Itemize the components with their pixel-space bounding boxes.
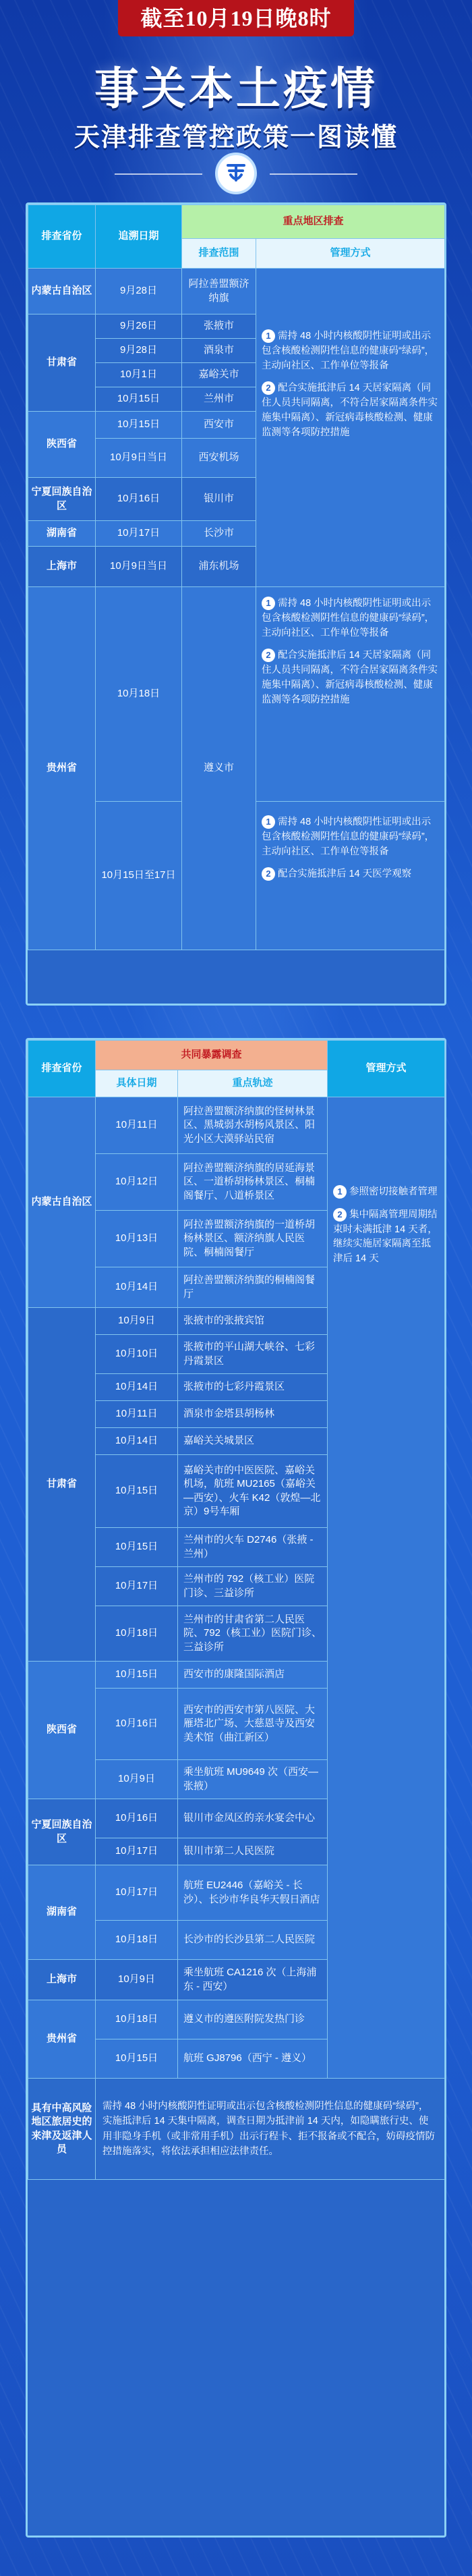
number-2-icon: 2 bbox=[333, 1208, 347, 1222]
track-cell: 乘坐航班 MU9649 次（西安—张掖） bbox=[178, 1760, 328, 1799]
number-2-icon: 2 bbox=[262, 867, 275, 881]
track-cell: 张掖市的七彩丹霞景区 bbox=[178, 1374, 328, 1401]
date-cell: 10月18日 bbox=[96, 2000, 178, 2039]
date-cell: 10月18日 bbox=[96, 587, 182, 802]
date-cell: 10月16日 bbox=[96, 1799, 178, 1838]
date-cell: 10月11日 bbox=[96, 1401, 178, 1428]
date-banner: 截至10月19日晚8时 bbox=[118, 0, 354, 36]
province-cell: 陕西省 bbox=[28, 412, 96, 478]
date-cell: 10月17日 bbox=[96, 1865, 178, 1921]
track-cell: 阿拉善盟额济纳旗的桐楠阁餐厅 bbox=[178, 1267, 328, 1308]
date-cell: 10月15日 bbox=[96, 412, 182, 439]
track-cell: 张掖市的平山湖大峡谷、七彩丹霞景区 bbox=[178, 1335, 328, 1374]
col-method: 管理方式 bbox=[256, 239, 445, 269]
date-cell: 10月15日 bbox=[96, 1662, 178, 1689]
track-cell: 嘉峪关市的中医医院、嘉峪关机场，航班 MU2165（嘉峪关—西安）、火车 K42（敦煌—北京）9号车厢 bbox=[178, 1455, 328, 1528]
scope-cell: 兰州市 bbox=[182, 387, 256, 412]
col-method: 管理方式 bbox=[328, 1041, 445, 1097]
track-cell: 兰州市的 792（核工业）医院门诊、三益诊所 bbox=[178, 1567, 328, 1606]
scope-cell: 长沙市 bbox=[182, 521, 256, 547]
date-cell: 10月9日 bbox=[96, 1960, 178, 2000]
date-cell: 10月16日 bbox=[96, 478, 182, 521]
track-cell: 兰州市的火车 D2746（张掖 - 兰州） bbox=[178, 1528, 328, 1567]
scope-cell: 浦东机场 bbox=[182, 547, 256, 587]
scope-cell: 嘉峪关市 bbox=[182, 363, 256, 387]
date-cell: 10月11日 bbox=[96, 1097, 178, 1154]
scope-cell: 遵义市 bbox=[182, 587, 256, 950]
track-cell: 西安市的康隆国际酒店 bbox=[178, 1662, 328, 1689]
track-cell: 航班 GJ8796（西宁 - 遵义） bbox=[178, 2039, 328, 2079]
track-cell: 西安市的西安市第八医院、大雁塔北广场、大慈恩寺及西安美术馆（曲江新区） bbox=[178, 1689, 328, 1760]
track-cell: 航班 EU2446（嘉峪关 - 长沙）、长沙市华良华天假日酒店 bbox=[178, 1865, 328, 1921]
date-cell: 10月17日 bbox=[96, 521, 182, 547]
province-cell: 宁夏回族自治区 bbox=[28, 1799, 96, 1865]
method-cell: 1 需持 48 小时内核酸阴性证明或出示包含核酸检测阴性信息的健康码“绿码”，主动向社区、工作单位等报备 2 配合实施抵津后 14 天居家隔离（同住人员共同隔离，不符合居家隔离条件实施集中隔离）、新冠病毒核酸检测、健康监测等各项防控措施 bbox=[256, 269, 445, 587]
page-subtitle: 天津排查管控政策一图读懂 bbox=[73, 124, 398, 152]
province-cell: 上海市 bbox=[28, 1960, 96, 2000]
date-cell: 9月28日 bbox=[96, 339, 182, 363]
province-cell: 甘肃省 bbox=[28, 1308, 96, 1662]
track-cell: 酒泉市金塔县胡杨林 bbox=[178, 1401, 328, 1428]
date-cell: 9月28日 bbox=[96, 269, 182, 314]
col-date: 具体日期 bbox=[96, 1070, 178, 1097]
date-cell: 10月9日 bbox=[96, 1760, 178, 1799]
track-cell: 阿拉善盟额济纳旗的一道桥胡杨林景区、额济纳旗人民医院、桐楠阁餐厅 bbox=[178, 1211, 328, 1267]
province-cell: 内蒙古自治区 bbox=[28, 269, 96, 314]
key-area-screening-panel bbox=[26, 202, 446, 1006]
date-cell: 10月17日 bbox=[96, 1838, 178, 1865]
number-2-icon: 2 bbox=[262, 649, 275, 662]
date-cell: 10月9日当日 bbox=[96, 439, 182, 478]
province-cell: 宁夏回族自治区 bbox=[28, 478, 96, 521]
date-cell: 10月15日 bbox=[96, 1455, 178, 1528]
col-province: 排查省份 bbox=[28, 205, 96, 269]
method-cell: 1 参照密切接触者管理 2 集中隔离管理周期结束时未满抵津 14 天者，继续实施居家隔离至抵津后 14 天 bbox=[328, 1097, 445, 2079]
col-date: 追溯日期 bbox=[96, 205, 182, 269]
province-cell: 贵州省 bbox=[28, 587, 96, 950]
province-cell: 贵州省 bbox=[28, 2000, 96, 2079]
date-cell: 10月14日 bbox=[96, 1267, 178, 1308]
date-cell: 10月14日 bbox=[96, 1374, 178, 1401]
date-cell: 10月18日 bbox=[96, 1606, 178, 1662]
track-cell: 嘉峪关关城景区 bbox=[178, 1428, 328, 1455]
track-cell: 银川市金凤区的亲水宴会中心 bbox=[178, 1799, 328, 1838]
date-cell: 10月15日 bbox=[96, 387, 182, 412]
track-cell: 张掖市的张掖宾馆 bbox=[178, 1308, 328, 1335]
date-cell: 10月18日 bbox=[96, 1921, 178, 1960]
track-cell: 阿拉善盟额济纳旗的怪树林景区、黑城弱水胡杨风景区、阳光小区大漠驿站民宿 bbox=[178, 1097, 328, 1154]
track-cell: 阿拉善盟额济纳旗的居延海景区、一道桥胡杨林景区、桐楠阁餐厅、八道桥景区 bbox=[178, 1154, 328, 1211]
number-2-icon: 2 bbox=[262, 381, 275, 395]
scope-cell: 阿拉善盟额济纳旗 bbox=[182, 269, 256, 314]
scope-cell: 酒泉市 bbox=[182, 339, 256, 363]
co-exposure-panel bbox=[26, 1038, 446, 2538]
track-cell: 银川市第二人民医院 bbox=[178, 1838, 328, 1865]
province-cell: 内蒙古自治区 bbox=[28, 1097, 96, 1308]
key-area-table bbox=[28, 204, 445, 950]
date-cell: 10月17日 bbox=[96, 1567, 178, 1606]
divider-left bbox=[115, 173, 202, 175]
province-cell: 上海市 bbox=[28, 547, 96, 587]
date-cell: 10月9日 bbox=[96, 1308, 178, 1335]
date-cell: 10月13日 bbox=[96, 1211, 178, 1267]
date-cell: 9月26日 bbox=[96, 314, 182, 339]
scope-cell: 西安机场 bbox=[182, 439, 256, 478]
date-cell: 10月15日 bbox=[96, 2039, 178, 2079]
date-cell: 10月14日 bbox=[96, 1428, 178, 1455]
footer-text: 需持 48 小时内核酸阴性证明或出示包含核酸检测阴性信息的健康码“绿码”，实施抵津后 14 天集中隔离，调查日期为抵津前 14 天内，如隐瞒旅行史、使用非隐身手机（或非常用手机）出示行程卡、拒不报备或不配合，妨碍疫情防控措施落实，将依法承担相应法律责任。 bbox=[96, 2079, 445, 2180]
date-cell: 10月1日 bbox=[96, 363, 182, 387]
province-cell: 陕西省 bbox=[28, 1662, 96, 1799]
col-scope: 排查范围 bbox=[182, 239, 256, 269]
date-cell: 10月15日 bbox=[96, 1528, 178, 1567]
number-1-icon: 1 bbox=[262, 815, 275, 829]
section-title: 共同暴露调查 bbox=[96, 1041, 328, 1070]
province-cell: 湖南省 bbox=[28, 1865, 96, 1960]
method-cell: 1 需持 48 小时内核酸阴性证明或出示包含核酸检测阴性信息的健康码“绿码”，主动向社区、工作单位等报备 2 配合实施抵津后 14 天居家隔离（同住人员共同隔离，不符合居家隔离条件实施集中隔离）、新冠病毒核酸检测、健康监测等各项防控措施 bbox=[256, 587, 445, 802]
number-1-icon: 1 bbox=[262, 329, 275, 343]
tianjin-logo-icon bbox=[215, 153, 257, 194]
divider-right bbox=[270, 173, 357, 175]
track-cell: 兰州市的甘肃省第二人民医院、792（核工业）医院门诊、三益诊所 bbox=[178, 1606, 328, 1662]
date-cell: 10月16日 bbox=[96, 1689, 178, 1760]
footer-label: 具有中高风险地区旅居史的来津及返津人员 bbox=[28, 2079, 96, 2180]
track-cell: 乘坐航班 CA1216 次（上海浦东 - 西安） bbox=[178, 1960, 328, 2000]
date-cell: 10月15日至17日 bbox=[96, 802, 182, 950]
date-cell: 10月12日 bbox=[96, 1154, 178, 1211]
section-title: 重点地区排查 bbox=[182, 205, 445, 239]
col-province: 排查省份 bbox=[28, 1041, 96, 1097]
scope-cell: 张掖市 bbox=[182, 314, 256, 339]
date-cell: 10月10日 bbox=[96, 1335, 178, 1374]
number-1-icon: 1 bbox=[262, 597, 275, 610]
track-cell: 遵义市的遵医附院发热门诊 bbox=[178, 2000, 328, 2039]
method-cell: 1 需持 48 小时内核酸阴性证明或出示包含核酸检测阴性信息的健康码“绿码”，主动向社区、工作单位等报备 2 配合实施抵津后 14 天医学观察 bbox=[256, 802, 445, 950]
scope-cell: 银川市 bbox=[182, 478, 256, 521]
page-title: 事关本土疫情 bbox=[94, 63, 378, 113]
date-cell: 10月9日当日 bbox=[96, 547, 182, 587]
track-cell: 长沙市的长沙县第二人民医院 bbox=[178, 1921, 328, 1960]
number-1-icon: 1 bbox=[333, 1185, 347, 1199]
co-exposure-table bbox=[28, 1040, 445, 2180]
col-track: 重点轨迹 bbox=[178, 1070, 328, 1097]
province-cell: 甘肃省 bbox=[28, 314, 96, 412]
scope-cell: 西安市 bbox=[182, 412, 256, 439]
province-cell: 湖南省 bbox=[28, 521, 96, 547]
